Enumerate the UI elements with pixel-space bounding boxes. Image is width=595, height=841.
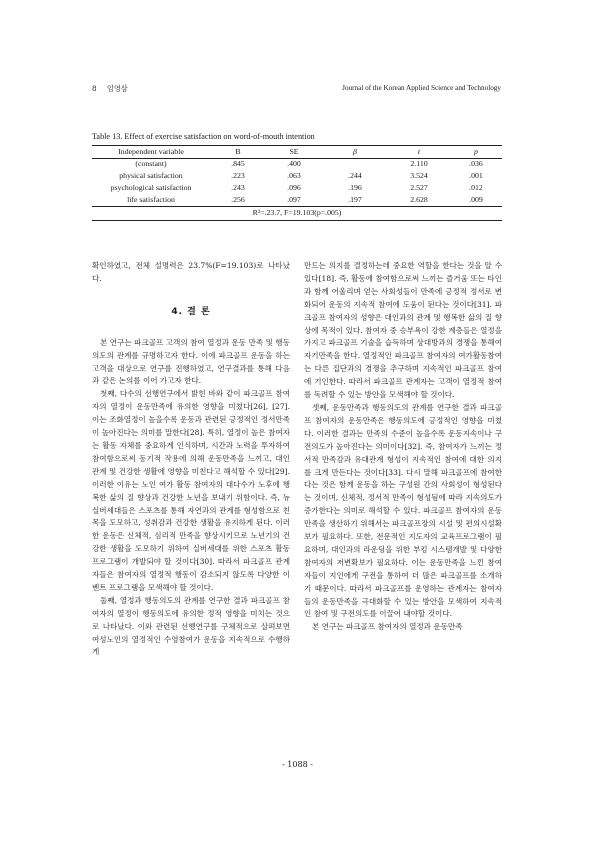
cell-variable: psychological satisfaction bbox=[110, 182, 192, 192]
col-header-t: t bbox=[417, 146, 421, 156]
header-author: 임영삼 bbox=[106, 84, 128, 93]
table-note-row bbox=[92, 206, 502, 220]
col-header-se: SE bbox=[289, 146, 299, 156]
cell-variable: life satisfaction bbox=[127, 194, 175, 204]
header-page-number: 8 bbox=[92, 84, 97, 93]
cell-se: .063 bbox=[287, 171, 301, 181]
cell-b: .243 bbox=[231, 182, 245, 192]
header-journal-title: Journal of the Korean Applied Science and Technology bbox=[342, 84, 501, 92]
cell-beta: .196 bbox=[348, 182, 362, 192]
cell-se: .400 bbox=[287, 159, 301, 169]
col-header-p: p bbox=[474, 146, 478, 156]
cell-t: 2.527 bbox=[410, 182, 428, 192]
cell-beta: .244 bbox=[348, 171, 362, 181]
table-row bbox=[92, 182, 502, 194]
body-paragraph: 첫째, 다수의 선행연구에서 밝힌 바와 같이 파크골프 참여자의 열정이 운동만족에 유의한 영향을 미쳤다[26], [27]. 이는 조화열정이 높을수록 운동과 관련된 긍정적인 정서만족이 높아진다는 의미를 말한다[28]. 특히, 열정이 높은 참여자는 활동 자체를 중요하게 인식하며, 시간과 노력을 투자하여 참여함으로써 동기적 작용에 의해 운동만족을 느끼고, 대인관계 및 건강한 생활에 영향을 미친다고 해석할 수 있다[29]. 이러한 이유는 노인 여가 활동 참여자의 대다수가 노후에 행복한 삶의 질 향상과 건강한 노년을 보내기 위함이다. 즉, 뉴실버세대들은 스포츠를 통해 자연과의 관계를 형성함으로 친목을 도모하고, 성취감과 건강한 생활을 유지하게 된다. 이러한 운동은 신체적, 심리적 만족을 향상시키므로 노년기의 건강한 생활을 도모하기 위하여 실버세대를 위한 스포츠 활동 프로그램이 개발되야 할 것이다[30]. 따라서 파크골프 관계자들은 참여자의 열정적 행동이 감소되지 않도록 다양한 이벤트 프로그램을 모색해야 할 것이다. bbox=[92, 389, 290, 592]
body-paragraph: 본 연구는 파크골프 고객의 참여 열정과 운동 만족 및 행동의도의 관계를 규명하고자 한다. 이에 파크골프 운동을 하는 고객을 대상으로 연구를 진행하였고, 연구결과를 통해 다음과 같은 논의를 이어 가고자 한다. bbox=[92, 337, 290, 386]
col-header-variable: Independent variable bbox=[118, 146, 184, 156]
intro-paragraph: 확인하였고, 전체 설명력은 23.7%(F=19.103)로 나타났다. bbox=[92, 261, 290, 283]
cell-beta bbox=[322, 158, 388, 170]
cell-p: .036 bbox=[469, 159, 483, 169]
body-paragraph: 본 연구는 파크골프 참여자의 열정과 운동만족 bbox=[312, 622, 463, 632]
cell-p: .012 bbox=[469, 182, 483, 192]
cell-b: .256 bbox=[231, 194, 245, 204]
body-paragraph: 셋째, 운동만족과 행동의도의 관계를 연구한 결과 파크골프 참여자의 운동만족은 행동의도에 긍정적인 영향을 미쳤다. 이러한 결과는 만족의 수준이 높을수록 운동지속이나 구전의도가 높아진다는 의미이다[32]. 즉, 참여자가 느끼는 정서적 만족감과 유대관계 형성이 지속적인 참여에 대한 의지를 크게 만든다는 것이다[33]. 다시 말해 파크골프에 참여한다는 것은 함께 운동을 하는 구성원 간의 사회성이 형성된다는 것이며, 신체적, 정서적 만족이 형성됨에 따라 지속의도가 증가한다는 의미로 해석할 수 있다. 파크골프 참여자의 운동만족을 생산하기 위해서는 파크골프장의 시설 및 편의시설확보가 필요하다. 또한, 전문적인 지도자의 교육프로그램이 필요하며, 대인과의 라운딩을 위한 부킹 시스템개발 및 다양한 참여자의 저변확보가 필요하다. 이는 운동만족을 느낀 참여자들이 지인에게 구전을 통하여 더 많은 파크골프를 소개하기 때문이다. 따라서 파크골프를 운영하는 관계자는 참여자들의 운동만족을 극대화할 수 있는 방안을 모색하여 지속적인 참여 및 구전의도를 이끌어 내야할 것이다. bbox=[304, 402, 502, 619]
table-row bbox=[92, 158, 502, 170]
cell-t: 2.628 bbox=[410, 194, 428, 204]
running-header bbox=[0, 84, 595, 98]
cell-beta: .197 bbox=[348, 194, 362, 204]
table-13 bbox=[92, 132, 502, 221]
cell-se: .097 bbox=[287, 194, 301, 204]
cell-b: .845 bbox=[231, 159, 245, 169]
cell-t: 3.524 bbox=[410, 171, 428, 181]
cell-variable: physical satisfaction bbox=[119, 171, 183, 181]
cell-b: .223 bbox=[231, 171, 245, 181]
table-row bbox=[92, 194, 502, 206]
cell-se: .096 bbox=[287, 182, 301, 192]
table-row bbox=[92, 171, 502, 183]
cell-p: .001 bbox=[469, 171, 483, 181]
table-caption: Table 13. Effect of exercise satisfaction on word-of-mouth intention bbox=[92, 132, 315, 141]
col-header-beta: β bbox=[353, 146, 357, 156]
table-note: R²=.23.7, F=19.103(p=.005) bbox=[92, 206, 502, 220]
cell-variable: (constant) bbox=[135, 159, 167, 169]
body-paragraph: 둘째, 열정과 행동의도의 관계를 연구한 결과 파크골프 참여자의 열정이 행동의도에 유의한 정적 영향을 미치는 것으로 나타났다. 이와 관련된 선행연구를 구체적으로 살펴보면 여성노인의 열정적인 수영참여가 운동을 지속적으로 수행하게 bbox=[92, 595, 290, 657]
left-text-column bbox=[92, 260, 290, 659]
right-text-column bbox=[304, 260, 502, 634]
cell-t: 2.110 bbox=[410, 159, 428, 169]
header-left bbox=[92, 84, 128, 94]
section-title-conclusion: 4. 결 론 bbox=[171, 306, 211, 317]
col-header-b: B bbox=[235, 146, 241, 156]
regression-table bbox=[92, 145, 502, 221]
cell-p: .009 bbox=[469, 194, 483, 204]
page-footer: - 1088 - bbox=[282, 760, 313, 769]
table-header-row bbox=[92, 146, 502, 159]
body-paragraph: 만드는 의지를 결정하는데 중요한 역할을 한다는 것을 알 수 있다[18]. 즉, 활동에 참여함으로써 느끼는 즐거움 또는 타인과 함께 어울리며 얻는 사회성들이 만족에 긍정적 정서로 변화되어 운동의 지속적 참여에 도움이 된다는 것이다[31]. 파크골프 참여자의 성향은 대인과의 관계 및 행복한 삶의 질 향상에 목적이 있다. 참여자 중 승부욕이 강한 계층들은 열정을 가지고 파크골프 기술을 습득하며 상대방과의 경쟁을 통해여 자기만족을 한다. 열정적인 파크골프 참여자의 여가활동참여는 다른 집단과의 경쟁을 추구하며 지속적인 파크골프 참여에 기인한다. 따라서 파크골프 관계자는 고객이 열정적 참여를 독려할 수 있는 방안을 모색해야 할 것이다. bbox=[304, 261, 502, 400]
